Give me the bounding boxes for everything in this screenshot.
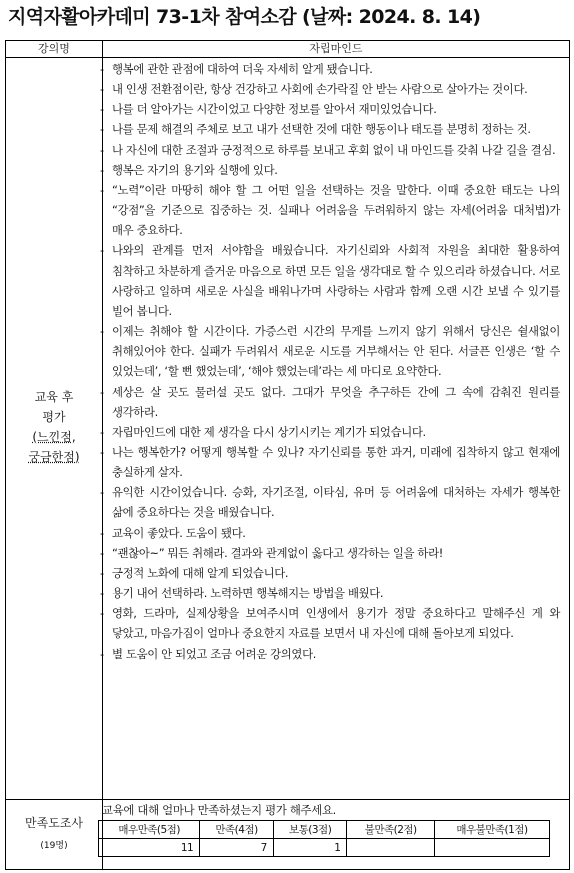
survey-divider (6, 799, 569, 800)
list-item: - 행복에 관한 관점에 대하여 더욱 자세히 알게 됐습니다. (100, 59, 560, 79)
list-item: - 별 도움이 안 되었고 조금 어려운 강의였다. (100, 644, 560, 664)
header-lecture-title: 자립마인드 (309, 42, 363, 55)
list-item: - 나를 더 알아가는 시간이었고 다양한 정보를 알아서 재미있었습니다. (100, 99, 560, 119)
list-item: - 유익한 시간이었습니다. 승화, 자기조절, 이타심, 유머 등 어려움에 대처하는 자세가 행복한 삶에 중요하다는 것을 배웠습니다. (100, 482, 560, 522)
satisfaction-table (98, 820, 550, 857)
list-item: - 영화, 드라마, 실제상황을 보여주시며 인생에서 용기가 정말 중요하다고 말해주신 게 와 닿았고, 마음가짐이 얼마나 중요한지 자료를 보면서 내 자신에 대해 돌아보게 되었다. (100, 603, 560, 643)
table-cell (434, 839, 549, 857)
header-lecture-name: 강의명 (38, 42, 70, 55)
section-label-line-1: 교육 후 (34, 390, 74, 404)
list-item: - “노력”이란 마땅히 해야 할 그 어떤 일을 선택하는 것을 말한다. 이때 중요한 태도는 나의 “강점”을 기준으로 집중하는 것. 실패나 어려움을 두려워하지 않는 자세(어려움 대처법)가 매우 중요하다. (100, 180, 560, 240)
list-item: - 교육이 좋았다. 도움이 됐다. (100, 523, 560, 543)
table-header-cell: 매우불만족(1점) (434, 821, 549, 839)
list-item: - 이제는 취해야 할 시간이다. 가증스런 시간의 무게를 느끼지 않기 위해서 당신은 쉴새없이 취해있어야 한다. 실패가 두려워서 새로운 시도를 거부해서는 안 된다. 서글픈 인생은 ‘할 수 있었는데’, ‘할 뻔 했었는데’, ‘해야 했었는데’라는 세 마디로 요약한다. (100, 321, 560, 381)
table-header-cell: 보통(3점) (273, 821, 347, 839)
survey-label: 만족도조사 (25, 816, 83, 830)
list-item: - 나를 문제 해결의 주체로 보고 내가 선택한 것에 대한 행동이나 태도를 분명히 정하는 것. (100, 119, 560, 139)
list-item: - 세상은 살 곳도 물러설 곳도 없다. 그대가 무엇을 추구하든 간에 그 속에 감춰진 원리를 생각하라. (100, 382, 560, 422)
list-item: - 자립마인드에 대한 제 생각을 다시 상기시키는 계기가 되었습니다. (100, 422, 560, 442)
list-item: - 나는 행복한가? 어떻게 행복할 수 있나? 자기신뢰를 통한 과거, 미래에 집착하지 않고 현재에 충실하게 살자. (100, 442, 560, 482)
header-divider (6, 57, 569, 58)
list-item: - “괜찮아~” 뭐든 취해라. 결과와 관계없이 옳다고 생각하는 일을 하라! (100, 543, 560, 563)
table-cell: 11 (99, 839, 200, 857)
table-header-cell: 만족(4점) (200, 821, 274, 839)
table-cell: 7 (200, 839, 274, 857)
table-row (99, 821, 550, 839)
list-item: - 나 자신에 대한 조절과 긍정적으로 하루를 보내고 후회 없이 내 마인드를 갖춰 나갈 길을 결심. (100, 140, 560, 160)
survey-question: 교육에 대해 얼마나 만족하셨는지 평가 해주세요. (102, 803, 336, 817)
list-item: - 긍정적 노화에 대해 알게 되었습니다. (100, 563, 560, 583)
table-cell: 1 (273, 839, 347, 857)
list-item: - 용기 내어 선택하라. 노력하면 행복해지는 방법을 배웠다. (100, 583, 560, 603)
table-row (99, 839, 550, 857)
table-header-cell: 매우만족(5점) (99, 821, 200, 839)
list-item: - 내 인생 전환점이란, 항상 건강하고 사회에 손가락질 안 받는 사람으로 살아가는 것이다. (100, 79, 560, 99)
survey-count: (19명) (40, 841, 68, 851)
table-header-cell: 불만족(2점) (347, 821, 434, 839)
list-item: - 행복은 자기의 용기와 실행에 있다. (100, 160, 560, 180)
feedback-list (100, 59, 560, 664)
page-title: 지역자활아카데미 73-1차 참여소감 (날짜: 2024. 8. 14) (8, 6, 481, 28)
section-label-line-4: 궁금한점) (28, 450, 80, 464)
section-label-line-2: 평가 (42, 410, 66, 424)
list-item: - 나와의 관계를 먼저 서야함을 배웠습니다. 자기신뢰와 사회적 자원을 최대한 활용하여 침착하고 차분하게 즐거운 마음으로 하면 모든 일을 생각대로 할 수 있으리라 하셨습니다. 서로 사랑하고 일하며 새로운 사실을 배워나가며 사랑하는 사람과 함께 오랜 시간 보낼 수 있기를 빌어 봅니다. (100, 240, 560, 321)
section-label-line-3: (느낀점, (32, 430, 76, 444)
table-cell (347, 839, 434, 857)
